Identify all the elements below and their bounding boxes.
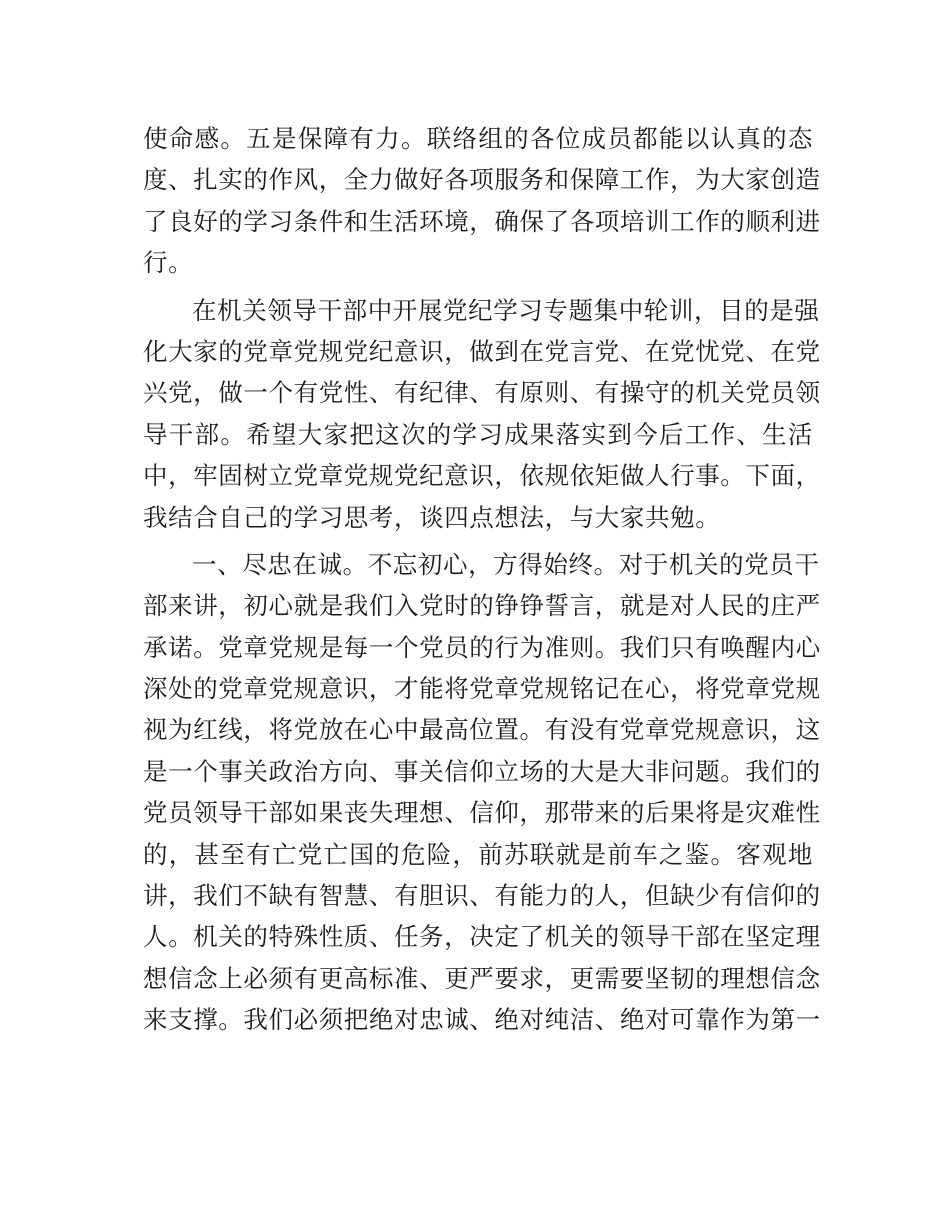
- text-line: 部来讲，初心就是我们入党时的铮铮誓言，就是对人民的庄严: [143, 591, 821, 621]
- text-line: 行。: [143, 248, 194, 278]
- text-line: 度、扎实的作风，全力做好各项服务和保障工作，为大家创造: [143, 165, 821, 195]
- text-line: 视为红线，将党放在心中最高位置。有没有党章党规意识，这: [143, 715, 821, 745]
- text-line: 使命感。五是保障有力。联络组的各位成员都能以认真的态: [143, 124, 813, 153]
- text-line: 是一个事关政治方向、事关信仰立场的大是大非问题。我们的: [143, 756, 821, 786]
- text-line: 我结合自己的学习思考，谈四点想法，与大家共勉。: [143, 502, 721, 532]
- text-line: 兴党，做一个有党性、有纪律、有原则、有操守的机关党员领: [143, 378, 821, 408]
- text-line: 中，牢固树立党章党规党纪意识，依规依矩做人行事。下面，: [143, 461, 821, 491]
- text-line: 化大家的党章党规党纪意识，做到在党言党、在党忧党、在党: [143, 336, 821, 366]
- text-line: 想信念上必须有更高标准、更严要求，更需要坚韧的理想信念: [143, 963, 821, 993]
- body-text: [143, 118, 821, 1041]
- text-line: 的，甚至有亡党亡国的危险，前苏联就是前车之鉴。客观地: [143, 839, 813, 869]
- text-line: 党员领导干部如果丧失理想、信仰，那带来的后果将是灾难性: [143, 798, 821, 828]
- text-line: 人。机关的特殊性质、任务，决定了机关的领导干部在坚定理: [143, 922, 821, 952]
- text-line: 讲，我们不缺有智慧、有胆识、有能力的人，但缺少有信仰的: [143, 881, 821, 911]
- text-line: 了良好的学习条件和生活环境，确保了各项培训工作的顺利进: [143, 206, 821, 236]
- text-line: 导干部。希望大家把这次的学习成果落实到今后工作、生活: [143, 419, 813, 449]
- text-line: 来支撑。我们必须把绝对忠诚、绝对纯洁、绝对可靠作为第一: [143, 1005, 821, 1035]
- text-line: 承诺。党章党规是每一个党员的行为准则。我们只有唤醒内心: [143, 632, 821, 662]
- text-line: 深处的党章党规意识，才能将党章党规铭记在心，将党章党规: [143, 674, 821, 704]
- text-line: 一、尽忠在诚。不忘初心，方得始终。对于机关的党员干: [192, 549, 820, 579]
- text-line: 在机关领导干部中开展党纪学习专题集中轮训，目的是强: [192, 295, 820, 325]
